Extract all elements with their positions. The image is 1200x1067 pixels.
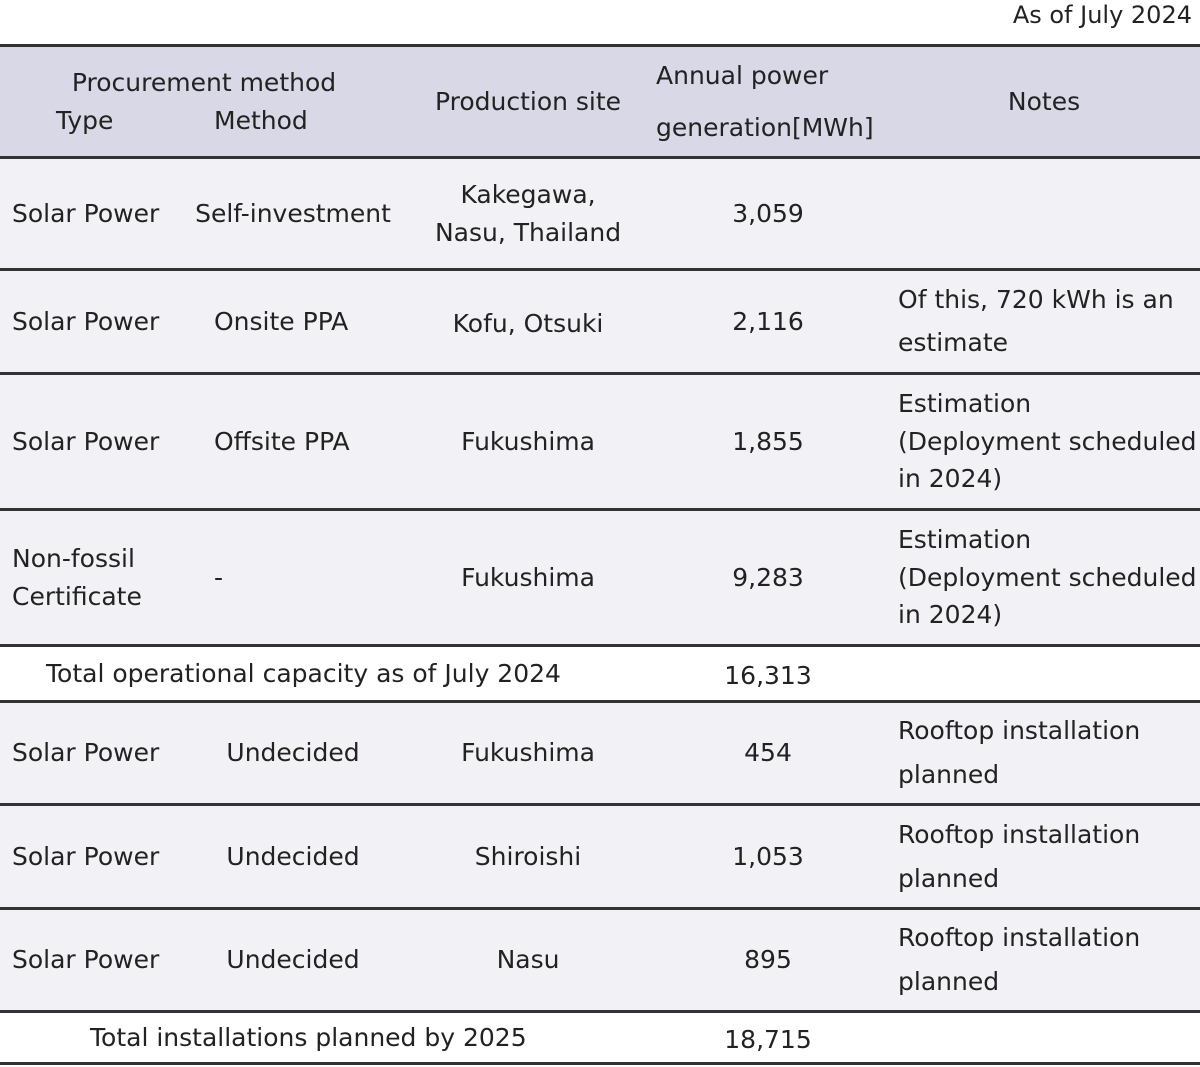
table-row [0,270,1200,374]
cell-notes [888,909,1200,1012]
cell-site: Fukushima [408,374,648,510]
cell-notes-line1: Rooftop installation [898,923,1141,953]
cell-type: Solar Power [0,805,178,909]
total-operational-notes [888,646,1200,702]
cell-type: Solar Power [0,374,178,510]
cell-notes-line2: planned [898,760,1000,789]
cell-site: Kofu, Otsuki [408,270,648,374]
header-production-site: Production site [408,46,648,158]
renewable-energy-table [0,44,1200,1065]
cell-generation: 1,053 [648,805,888,909]
total-planned-value: 18,715 [648,1012,888,1064]
cell-site: Fukushima [408,510,648,646]
cell-method: - [178,510,408,646]
header-annual-power-line2: generation[MWh] [656,112,874,142]
table-row [0,374,1200,510]
cell-type [0,510,178,646]
header-method: Method [178,102,408,158]
cell-notes-line1: Rooftop installation [898,819,1141,849]
cell-notes [888,805,1200,909]
cell-notes-line2: planned [898,967,1000,996]
cell-site: Shiroishi [408,805,648,909]
cell-notes-line1: Estimation [898,525,1032,555]
table-row [0,909,1200,1012]
cell-notes-line1: Estimation [898,389,1032,419]
table-row [0,702,1200,805]
cell-type-line2: Certificate [12,581,142,611]
cell-type: Solar Power [0,158,178,270]
cell-type: Solar Power [0,909,178,1012]
cell-method: Undecided [178,909,408,1012]
cell-generation: 3,059 [648,158,888,270]
cell-method: Undecided [178,702,408,805]
cell-site [408,158,648,270]
header-procurement-method: Procurement method [0,46,408,102]
cell-generation: 1,855 [648,374,888,510]
cell-notes-line3: in 2024) [898,464,1003,494]
total-planned-notes [888,1012,1200,1064]
cell-notes-line2: estimate [898,327,1009,357]
cell-notes [888,702,1200,805]
cell-notes-line2: planned [898,863,1000,893]
header-type: Type [0,102,178,158]
cell-notes [888,158,1200,270]
table-row [0,158,1200,270]
cell-generation: 9,283 [648,510,888,646]
as-of-date: As of July 2024 [1012,1,1192,29]
cell-notes-line1: Rooftop installation [898,716,1141,746]
cell-notes-line1: Of this, 720 kWh is an [898,285,1174,314]
total-row [0,646,1200,702]
cell-site: Nasu [408,909,648,1012]
cell-notes [888,374,1200,510]
cell-site-line2: Nasu, Thailand [434,217,622,247]
cell-site: Fukushima [408,702,648,805]
total-operational-label: Total operational capacity as of July 2024 [0,646,648,702]
header-annual-power-line1: Annual power [656,61,829,91]
cell-site-line1: Kakegawa, [460,180,596,209]
header-annual-power [648,46,888,158]
cell-type-line1: Non-fossil [12,544,135,573]
cell-type: Solar Power [0,702,178,805]
total-operational-value: 16,313 [648,646,888,702]
cell-notes [888,510,1200,646]
cell-method: Undecided [178,805,408,909]
cell-notes-line2: (Deployment scheduled [898,426,1197,456]
cell-method: Self-investment [178,158,408,270]
header-notes: Notes [888,46,1200,158]
table-row [0,805,1200,909]
total-planned-label: Total installations planned by 2025 [0,1012,648,1064]
cell-notes-line2: (Deployment scheduled [898,562,1197,592]
cell-generation: 895 [648,909,888,1012]
cell-generation: 454 [648,702,888,805]
cell-type: Solar Power [0,270,178,374]
cell-generation: 2,116 [648,270,888,374]
cell-method: Onsite PPA [178,270,408,374]
cell-notes [888,270,1200,374]
table-row [0,510,1200,646]
cell-notes-line3: in 2024) [898,600,1003,630]
cell-method: Offsite PPA [178,374,408,510]
total-row [0,1012,1200,1064]
